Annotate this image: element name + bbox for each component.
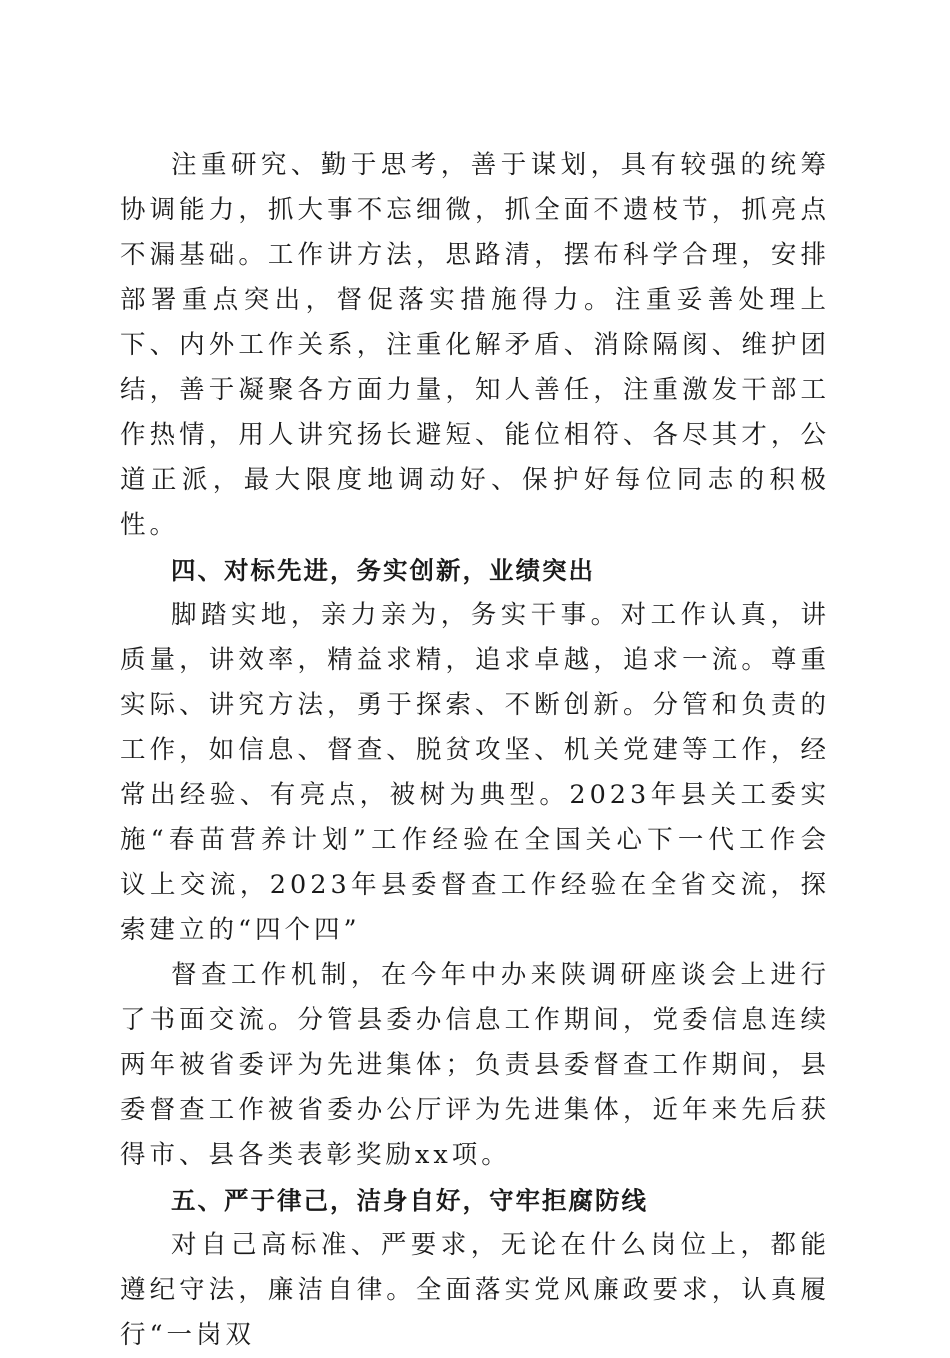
section-heading-5: 五、严于律己，洁身自好，守牢拒腐防线 (171, 1186, 648, 1215)
document-body (120, 143, 830, 1358)
paragraph-self-discipline: 对自己高标准、严要求，无论在什么岗位上，都能遵纪守法，廉洁自律。全面落实党风廉政要求，认真履行“一岗双 (120, 1230, 830, 1350)
section-heading-4: 四、对标先进，务实创新，业绩突出 (171, 556, 595, 585)
paragraph-supervision-mechanism: 督查工作机制，在今年中办来陕调研座谈会上进行了书面交流。分管县委办信息工作期间，党委信息连续两年被省委评为先进集体；负责县委督查工作期间，县委督查工作被省委办公厅评为先进集体，近年来先后获得市、县各类表彰奖励xx项。 (120, 960, 830, 1170)
paragraph-leadership-ability: 注重研究、勤于思考，善于谋划，具有较强的统筹协调能力，抓大事不忘细微，抓全面不遗枝节，抓亮点不漏基础。工作讲方法，思路清，摆布科学合理，安排部署重点突出，督促落实措施得力。注重妥善处理上下、内外工作关系，注重化解矛盾、消除隔阂、维护团结，善于凝聚各方面力量，知人善任，注重激发干部工作热情，用人讲究扬长避短、能位相符、各尽其才，公道正派，最大限度地调动好、保护好每位同志的积极性。 (120, 150, 830, 540)
paragraph-innovation-achievements: 脚踏实地，亲力亲为，务实干事。对工作认真，讲质量，讲效率，精益求精，追求卓越，追求一流。尊重实际、讲究方法，勇于探索、不断创新。分管和负责的工作，如信息、督查、脱贫攻坚、机关党建等工作，经常出经验、有亮点，被树为典型。2023年县关工委实施“春苗营养计划”工作经验在全国关心下一代工作会议上交流，2023年县委督查工作经验在全省交流，探索建立的“四个四” (120, 600, 830, 945)
